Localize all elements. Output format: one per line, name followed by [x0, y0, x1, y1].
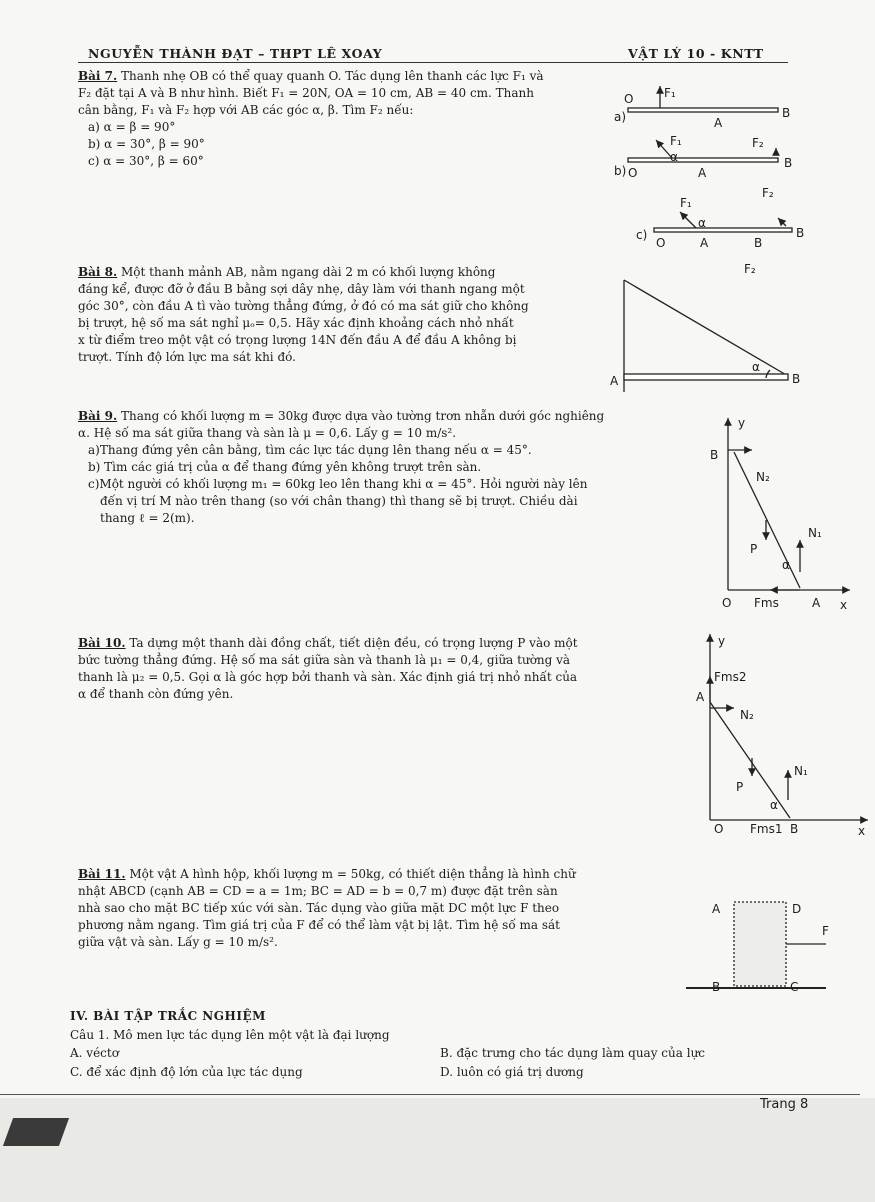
- bai7-f1-label-c: F₁: [680, 196, 692, 210]
- bai11-line3: nhà sao cho mặt BC tiếp xúc với sàn. Tác dụng vào giữa mặt DC một lực F theo: [78, 901, 560, 915]
- bai8-b-label: B: [792, 372, 801, 386]
- bai9-b: b) Tìm các giá trị của α để thang đứng yên không trượt trên sàn.: [88, 460, 482, 474]
- bai7-b-label-b: B: [784, 156, 793, 170]
- bai8-line3: góc 30°, còn đầu A tì vào tường thẳng đứng, ở đó có ma sát giữ cho không: [78, 299, 529, 313]
- bai7-alpha-c: α: [698, 216, 706, 230]
- bai9-y-label: y: [738, 416, 746, 430]
- bai7-f1-label-a: F₁: [664, 86, 676, 100]
- bai10-alpha-label: α: [770, 798, 778, 812]
- bai7-f2-label-b: F₂: [752, 136, 764, 150]
- bai7-f2-arrow-c: [778, 218, 786, 226]
- bai11-line5: giữa vật và sàn. Lấy g = 10 m/s².: [78, 935, 278, 949]
- bai8-rod: [624, 374, 788, 380]
- bai11-line2: nhật ABCD (cạnh AB = CD = a = 1m; BC = AD = b = 0,7 m) được đặt trên sàn: [78, 884, 558, 898]
- bai10-b-label: B: [790, 822, 799, 836]
- bai11-line1: Bài 11. Một vật A hình hộp, khối lượng m = 50kg, có thiết diện thẳng là hình chữ: [78, 867, 576, 881]
- bai8-a-label: A: [610, 374, 619, 388]
- bai10-n2-label: N₂: [740, 708, 754, 722]
- q1-option-b: B. đặc trưng cho tác dụng làm quay của lực: [440, 1046, 706, 1060]
- bai9-alpha-label: α: [782, 558, 790, 572]
- bai8-alpha-label: α: [752, 360, 760, 374]
- bai7-f1-label-b: F₁: [670, 134, 682, 148]
- bai10-n1-label: N₁: [794, 764, 808, 778]
- bai7-line1: Bài 7. Thanh nhẹ OB có thể quay quanh O. Tác dụng lên thanh các lực F₁ và: [78, 69, 544, 83]
- bai7-a: a) α = β = 90°: [88, 120, 176, 134]
- bai10-y-label: y: [718, 634, 726, 648]
- bai10-line1: Bài 10. Ta dựng một thanh dài đồng chất, tiết diện đều, có trọng lượng P vào một: [78, 636, 578, 650]
- bai9-line2: α. Hệ số ma sát giữa thang và sàn là μ = 0,6. Lấy g = 10 m/s².: [78, 426, 457, 440]
- bai11-c-label: C: [790, 980, 799, 994]
- bai8-rope: [624, 280, 788, 376]
- bai7-line3: cân bằng, F₁ và F₂ hợp với AB các góc α, β. Tìm F₂ nếu:: [78, 103, 414, 117]
- bai7-a-label-a: A: [714, 116, 723, 130]
- bai11-line4: phương nằm ngang. Tìm giá trị của F để có thể làm vật bị lật. Tìm hệ số ma sát: [78, 918, 560, 932]
- bai7-fig-b-label: b): [614, 164, 627, 178]
- bai10-line2: bức tường thẳng đứng. Hệ số ma sát giữa sàn và thanh là μ₁ = 0,4, giữa tường và: [78, 653, 571, 667]
- bai9-c1: c)Một người có khối lượng m₁ = 60kg leo lên thang khi α = 45°. Hỏi người này lên: [88, 477, 588, 491]
- bai10-fms2-label: Fms2: [714, 670, 747, 684]
- bai7-f2-label-c: F₂: [762, 186, 774, 200]
- bai9-fms-label: Fms: [754, 596, 779, 610]
- bai8-line5: x từ điểm treo một vật có trọng lượng 14N đến đầu A để đầu A không bị: [78, 333, 517, 347]
- bai9-title: Bài 9.: [78, 409, 118, 423]
- bai7-a-label-c: A: [700, 236, 709, 250]
- bai7-alpha-b: α: [670, 150, 678, 164]
- bai7-o-label-a: O: [624, 92, 634, 106]
- bai11-a-label: A: [712, 902, 721, 916]
- bai7-fig-c-label: c): [636, 228, 648, 242]
- bai7-b: b) α = 30°, β = 90°: [88, 137, 205, 151]
- bai7-b-label-c2: B: [754, 236, 763, 250]
- bai7-b-label-c: B: [796, 226, 805, 240]
- q1-option-d: D. luôn có giá trị dương: [440, 1065, 584, 1079]
- header-left: NGUYỄN THÀNH ĐẠT – THPT LÊ XOAY: [88, 46, 383, 61]
- bai7-c: c) α = 30°, β = 60°: [88, 154, 204, 168]
- bai7-o-label-c: O: [656, 236, 666, 250]
- bai9-x-label: x: [840, 598, 848, 612]
- bai7-bar-a: [628, 108, 778, 112]
- bai10-title: Bài 10.: [78, 636, 126, 650]
- bai9-line1: Bài 9. Thang có khối lượng m = 30kg được dựa vào tường trơn nhẵn dưới góc nghiêng: [78, 409, 605, 423]
- bai11-title: Bài 11.: [78, 867, 126, 881]
- bai9-n1-label: N₁: [808, 526, 822, 540]
- section4-heading: IV. BÀI TẬP TRẮC NGHIỆM: [70, 1009, 266, 1023]
- bai8-line2: đáng kể, được đỡ ở đầu B bằng sợi dây nhẹ, dây làm với thanh ngang một: [78, 282, 525, 296]
- bai11-b-label: B: [712, 980, 721, 994]
- bai7-bar-b: [628, 158, 778, 162]
- bai10-fms1-label: Fms1: [750, 822, 783, 836]
- bai7-a-label-b: A: [698, 166, 707, 180]
- bai9-c2: đến vị trí M nào trên thang (so với chân thang) thì thang sẽ bị trượt. Chiều dài: [100, 494, 578, 508]
- bai7-b-label-a: B: [782, 106, 791, 120]
- bai9-p-label: P: [750, 542, 758, 556]
- bai9-o-label: O: [722, 596, 732, 610]
- bai10-x-label: x: [858, 824, 866, 838]
- bai7-line2: F₂ đặt tại A và B như hình. Biết F₁ = 20N, OA = 10 cm, AB = 40 cm. Thanh: [78, 86, 535, 100]
- bai7-fig-a-label: a): [614, 110, 627, 124]
- q1-option-c: C. để xác định độ lớn của lực tác dụng: [70, 1065, 303, 1079]
- bai9-n2-label: N₂: [756, 470, 770, 484]
- q1-stem: Câu 1. Mô men lực tác dụng lên một vật là đại lượng: [70, 1028, 390, 1042]
- bai11-f-label: F: [822, 924, 829, 938]
- bai10-p-label: P: [736, 780, 744, 794]
- bai8-line4: bị trượt, hệ số ma sát nghỉ μₒ= 0,5. Hãy xác định khoảng cách nhỏ nhất: [78, 316, 514, 330]
- bai11-d-label: D: [792, 902, 802, 916]
- page-number: Trang 8: [760, 1097, 809, 1112]
- bai10-line3: thanh là μ₂ = 0,5. Gọi α là góc hợp bởi thanh và sàn. Xác định giá trị nhỏ nhất của: [78, 670, 578, 684]
- bai10-o-label: O: [714, 822, 724, 836]
- bai9-a: a)Thang đứng yên cân bằng, tìm các lực tác dụng lên thang nếu α = 45°.: [88, 443, 532, 457]
- bai8-title: Bài 8.: [78, 265, 118, 279]
- bai7-o-label-b: O: [628, 166, 638, 180]
- q1-option-a: A. véctơ: [70, 1046, 119, 1060]
- bai8-line6: trượt. Tính độ lớn lực ma sát khi đó.: [78, 350, 296, 364]
- bai10-a-label: A: [696, 690, 705, 704]
- bai9-b-label: B: [710, 448, 719, 462]
- bai7-title: Bài 7.: [78, 69, 118, 83]
- header-right: VẬT LÝ 10 - KNTT: [628, 46, 764, 61]
- bai11-block: [734, 902, 786, 986]
- bai10-line4: α để thanh còn đứng yên.: [78, 687, 234, 701]
- bai8-line1: Bài 8. Một thanh mảnh AB, nằm ngang dài 2 m có khối lượng không: [78, 265, 496, 279]
- bai7-f1-arrow-c: [680, 212, 696, 228]
- bai9-c3: thang ℓ = 2(m).: [100, 511, 195, 525]
- bai9-a-label: A: [812, 596, 821, 610]
- bai7-bar-c: [654, 228, 792, 232]
- bai7-f2-label-c2: F₂: [744, 262, 756, 276]
